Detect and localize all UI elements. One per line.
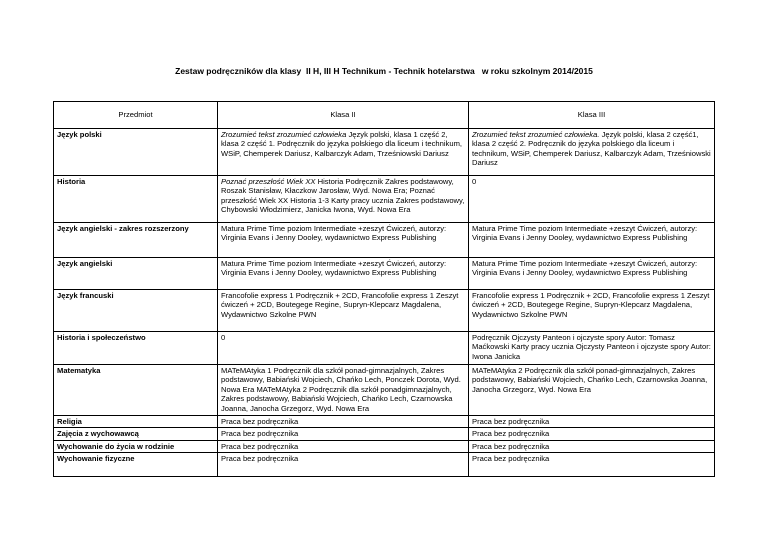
- table-row: [54, 290, 715, 332]
- subject-cell: Wychowanie do życia w rodzinie: [54, 440, 218, 452]
- class-2-cell: [218, 223, 469, 258]
- table-row: [54, 129, 715, 176]
- table-row: [54, 453, 715, 477]
- book-details: Podręcznik Ojczysty Panteon i ojczyste spory Autor: Tomasz Maćkowski Karty pracy ucznia Ojczysty Panteon i ojczyste spory Autor: Iwona Janicka: [472, 333, 711, 361]
- subject-cell: Język francuski: [54, 290, 218, 332]
- subject-cell: Język polski: [54, 129, 218, 176]
- book-details: Francofolie express 1 Podręcznik + 2CD, Francofolie express 1 Zeszyt ćwiczeń + 2CD, Boutegege Regine, Supryn-Klepcarz Magdalena, Wydawnictwo Szkolne PWN: [472, 291, 710, 319]
- book-details: Praca bez podręcznika: [221, 417, 299, 426]
- book-details: Język polski, klasa 1 część 2, klasa 2 część 1. Podręcznik do języka polskiego dla liceum i technikum, WSiP, Chemperek Dariusz, Kalbarczyk Adam, Trześniowski Dariusz: [221, 130, 463, 158]
- table-row: [54, 428, 715, 440]
- header-class-3: Klasa III: [469, 102, 715, 129]
- subject-cell: Język angielski: [54, 258, 218, 290]
- book-details: 0: [221, 333, 226, 342]
- class-3-cell: [469, 440, 715, 452]
- subject-cell: Wychowanie fizyczne: [54, 453, 218, 477]
- book-details: Język polski, klasa 2 część1, klasa 2 część 2. Podręcznik do języka polskiego dla liceum i technikum, WSiP, Chemperek Dariusz, Kalbarczyk Adam, Trześniowski Dariusz: [472, 130, 711, 168]
- table-row: [54, 440, 715, 452]
- table-row: [54, 223, 715, 258]
- book-details: Historia Podręcznik Zakres podstawowy, Roszak Stanisław, Kłaczkow Jarosław, Wyd. Nowa Era; Poznać przeszłość Wiek XX Historia 1-3 Karty pracy ucznia Zakres podstawowy, Chybowski Włodzimierz, Janicka Iwona, Wyd. Nowa Era: [221, 177, 465, 215]
- book-details: Matura Prime Time poziom Intermediate +zeszyt Ćwiczeń, autorzy: Virginia Evans i Jenny Dooley, wydawnictwo Express Publishing: [221, 224, 447, 243]
- subject-cell: Historia i społeczeństwo: [54, 332, 218, 365]
- class-2-cell: [218, 129, 469, 176]
- book-details: MATeMAtyka 1 Podręcznik dla szkół ponad-gimnazjalnych, Zakres podstawowy, Babiański Wojciech, Chańko Lech, Ponczek Dorota, Wyd. Nowa Era MATeMAtyka 2 Podręcznik dla szkół ponadgimnazjalnych, Zakres podstawowy, Babiański Wojciech, Chańko Lech, Czarnowska Joanna, Janocha Grzegorz, Wyd. Nowa Era: [221, 366, 461, 413]
- class-3-cell: [469, 258, 715, 290]
- book-details: Praca bez podręcznika: [221, 454, 299, 464]
- book-title: Zrozumieć tekst zrozumieć człowieka.: [472, 130, 600, 139]
- book-details: Praca bez podręcznika: [221, 441, 299, 451]
- subject-cell: Historia: [54, 176, 218, 223]
- book-details: Matura Prime Time poziom Intermediate +zeszyt Ćwiczeń, autorzy: Virginia Evans i Jenny Dooley, wydawnictwo Express Publishing: [472, 259, 698, 278]
- book-title: Poznać przeszłość Wiek XX: [221, 177, 316, 186]
- class-3-cell: [469, 453, 715, 477]
- textbook-table: [53, 101, 715, 477]
- subject-cell: Zajęcia z wychowawcą: [54, 428, 218, 440]
- book-details: Praca bez podręcznika: [472, 441, 550, 451]
- header-row: [54, 102, 715, 129]
- class-3-cell: [469, 290, 715, 332]
- class-3-cell: [469, 129, 715, 176]
- class-3-cell: [469, 176, 715, 223]
- book-title: Zrozumieć tekst zrozumieć człowieka: [221, 130, 347, 139]
- book-details: 0: [472, 177, 477, 186]
- header-subject: Przedmiot: [54, 102, 218, 129]
- book-details: Praca bez podręcznika: [221, 429, 299, 439]
- table-row: [54, 365, 715, 416]
- table-row: [54, 332, 715, 365]
- book-details: Matura Prime Time poziom Intermediate +zeszyt Ćwiczeń, autorzy: Virginia Evans i Jenny Dooley, wydawnictwo Express Publishing: [472, 224, 698, 243]
- class-2-cell: [218, 176, 469, 223]
- book-details: Praca bez podręcznika: [472, 454, 550, 464]
- class-2-cell: [218, 440, 469, 452]
- book-details: MATeMAtyka 2 Podręcznik dla szkół ponad-gimnazjalnych, Zakres podstawowy, Babiański Wojciech, Chańko Lech, Czarnowska Joanna, Janocha Grzegorz, Wyd. Nowa Era: [472, 366, 708, 394]
- header-class-2: Klasa II: [218, 102, 469, 129]
- subject-cell: Matematyka: [54, 365, 218, 416]
- class-2-cell: [218, 416, 469, 428]
- class-3-cell: [469, 416, 715, 428]
- class-2-cell: [218, 453, 469, 477]
- class-2-cell: [218, 258, 469, 290]
- table-row: [54, 258, 715, 290]
- class-3-cell: [469, 365, 715, 416]
- book-details: Praca bez podręcznika: [472, 429, 550, 439]
- class-2-cell: [218, 428, 469, 440]
- class-2-cell: [218, 290, 469, 332]
- class-3-cell: [469, 223, 715, 258]
- class-2-cell: [218, 332, 469, 365]
- document-title: Zestaw podręczników dla klasy II H, III H Technikum - Technik hotelarstwa w roku szkolnym 2014/2015: [175, 66, 593, 76]
- class-3-cell: [469, 428, 715, 440]
- book-details: Matura Prime Time poziom Intermediate +zeszyt Ćwiczeń, autorzy: Virginia Evans i Jenny Dooley, wydawnictwo Express Publishing: [221, 259, 447, 278]
- subject-cell: Religia: [54, 416, 218, 428]
- table-row: [54, 416, 715, 428]
- book-details: Francofolie express 1 Podręcznik + 2CD, Francofolie express 1 Zeszyt ćwiczeń + 2CD, Boutegege Regine, Supryn-Klepcarz Magdalena, Wydawnictwo Szkolne PWN: [221, 291, 459, 319]
- class-3-cell: [469, 332, 715, 365]
- subject-cell: Język angielski - zakres rozszerzony: [54, 223, 218, 258]
- table-row: [54, 176, 715, 223]
- book-details: Praca bez podręcznika: [472, 417, 550, 426]
- class-2-cell: [218, 365, 469, 416]
